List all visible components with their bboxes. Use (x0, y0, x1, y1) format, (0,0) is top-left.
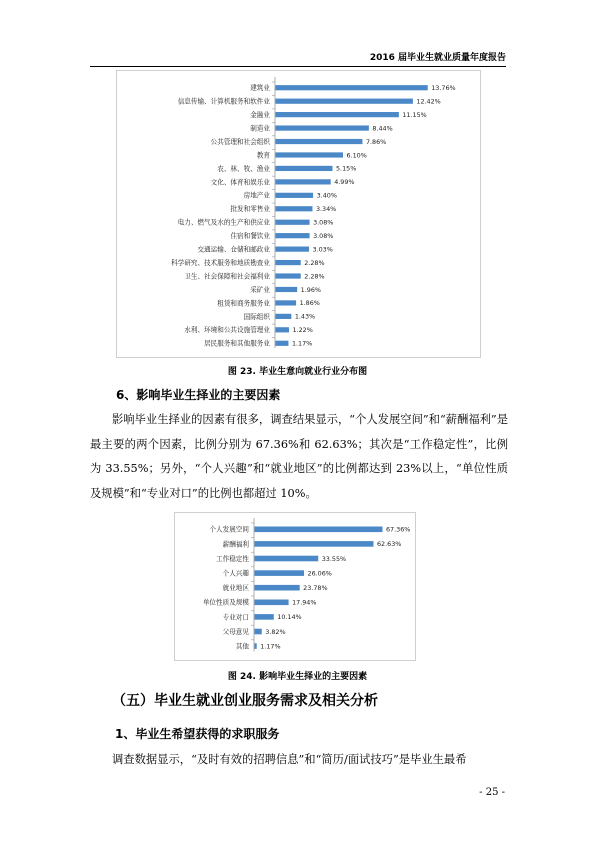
page-number: - 25 - (479, 787, 505, 798)
category-label: 个人发展空间 (209, 525, 249, 534)
factors-bar-chart (175, 513, 415, 660)
value-label: 3.08% (313, 218, 334, 227)
value-label: 3.03% (312, 245, 333, 254)
category-label: 父母意见 (222, 627, 249, 636)
bar (276, 327, 289, 332)
category-label: 交通运输、仓储和邮政业 (197, 245, 270, 254)
report-title: 2016 届毕业生就业质量年度报告 (369, 53, 506, 63)
bar (276, 99, 413, 104)
value-label: 1.96% (300, 285, 321, 294)
value-label: 26.06% (307, 569, 332, 578)
section-6-paragraph: 影响毕业生择业的因素有很多，调查结果显示，“个人发展空间”和“薪酬福利”是最主要的两个因素，比例分别为 67.36%和 62.63%；其次是“工作稳定性”，比例为 33.55%；另外，“个人兴趣”和“就业地区”的比例都达到 23%以上，“单位性质及规模”和“专业对口”的比例也都超过 10%。 (90, 413, 508, 500)
value-label: 3.34% (315, 205, 337, 214)
bar (276, 287, 298, 292)
bar (276, 152, 343, 157)
bar (276, 179, 331, 184)
category-label: 水利、环境和公共设施管理业 (184, 326, 270, 335)
subsection-1-paragraph: 调查数据显示，“及时有效的招聘信息”和“简历/面试技巧”是毕业生最希 (112, 753, 467, 766)
bar (276, 206, 313, 211)
bar (255, 614, 274, 620)
value-label: 1.86% (299, 299, 320, 308)
value-label: 33.55% (321, 554, 347, 563)
value-label: 5.15% (335, 164, 357, 173)
industry-chart (116, 70, 481, 358)
category-label: 制造业 (250, 124, 270, 133)
value-label: 2.28% (304, 258, 325, 267)
industry-bar-chart (117, 71, 480, 357)
value-label: 4.99% (334, 178, 355, 187)
value-label: 1.17% (260, 642, 281, 651)
value-label: 23.78% (303, 584, 328, 592)
bar (276, 193, 314, 198)
category-label: 住宿和餐饮业 (230, 232, 270, 241)
value-label: 17.94% (292, 598, 317, 607)
value-label: 7.86% (365, 137, 387, 146)
bar (276, 314, 292, 319)
category-label: 信息传输、计算机服务和软件业 (177, 97, 270, 106)
section-5-heading: （五）毕业生就业创业服务需求及相关分析 (112, 693, 378, 709)
category-label: 批发和零售业 (230, 205, 270, 214)
value-label: 8.44% (372, 124, 393, 133)
figure-23-caption: 图 23. 毕业生意向就业行业分布图 (227, 367, 368, 377)
category-label: 薪酬福利 (222, 540, 249, 549)
bar (276, 247, 310, 252)
bar (255, 600, 289, 606)
category-label: 其他 (235, 642, 249, 651)
value-label: 12.42% (416, 97, 441, 106)
bar (276, 341, 289, 346)
category-label: 建筑业 (250, 84, 270, 93)
category-label: 国际组织 (243, 312, 270, 321)
category-label: 专业对口 (222, 613, 249, 622)
category-label: 采矿业 (250, 285, 270, 294)
bar (276, 260, 301, 265)
value-label: 2.28% (304, 272, 325, 281)
section-6-heading: 6、影响毕业生择业的主要因素 (116, 388, 281, 402)
bar (255, 629, 262, 635)
subsection-1-heading: 1、毕业生希望获得的求职服务 (115, 727, 280, 741)
category-label: 工作稳定性 (216, 554, 249, 563)
page-header (90, 46, 506, 67)
bar (276, 273, 301, 278)
category-label: 教育 (256, 151, 270, 160)
value-label: 67.36% (385, 525, 411, 534)
category-label: 租赁和商务服务业 (217, 299, 270, 308)
value-label: 3.08% (313, 231, 334, 240)
bar (276, 166, 333, 171)
category-label: 个人兴趣 (222, 569, 249, 578)
value-label: 62.63% (376, 540, 402, 549)
category-label: 金融业 (250, 111, 270, 120)
bar (276, 233, 310, 238)
bar (255, 643, 257, 649)
value-label: 11.15% (402, 110, 427, 119)
category-label: 公共管理和社会组织 (210, 137, 270, 146)
category-label: 文化、体育和娱乐业 (210, 178, 270, 187)
category-label: 房地产业 (243, 191, 270, 200)
bar (255, 541, 374, 547)
bar (255, 570, 305, 576)
category-label: 电力、燃气及水的生产和供应业 (177, 218, 270, 227)
category-label: 单位性质及规模 (202, 598, 249, 607)
category-label: 农、林、牧、渔业 (217, 164, 270, 173)
figure-24-caption: 图 24. 影响毕业生择业的主要因素 (227, 672, 368, 682)
bar (255, 527, 383, 533)
bar (276, 112, 399, 117)
category-label: 就业地区 (222, 584, 249, 593)
value-label: 1.43% (294, 312, 316, 321)
value-label: 13.76% (431, 84, 456, 93)
bar (276, 300, 297, 305)
value-label: 3.82% (265, 627, 286, 636)
value-label: 1.22% (292, 326, 313, 335)
value-label: 1.17% (291, 339, 313, 348)
value-label: 3.40% (316, 191, 337, 200)
factors-chart (174, 512, 416, 661)
bar (276, 139, 363, 144)
bar (255, 556, 319, 562)
category-label: 科学研究、技术服务和地质勘查业 (171, 258, 270, 267)
bar (276, 85, 428, 90)
value-label: 10.14% (277, 613, 302, 622)
bar (276, 125, 369, 130)
value-label: 6.10% (346, 151, 367, 160)
bar (276, 220, 310, 225)
bar (255, 585, 300, 591)
category-label: 卫生、社会保障和社会福利业 (184, 272, 270, 281)
category-label: 居民服务和其他服务业 (204, 339, 270, 348)
